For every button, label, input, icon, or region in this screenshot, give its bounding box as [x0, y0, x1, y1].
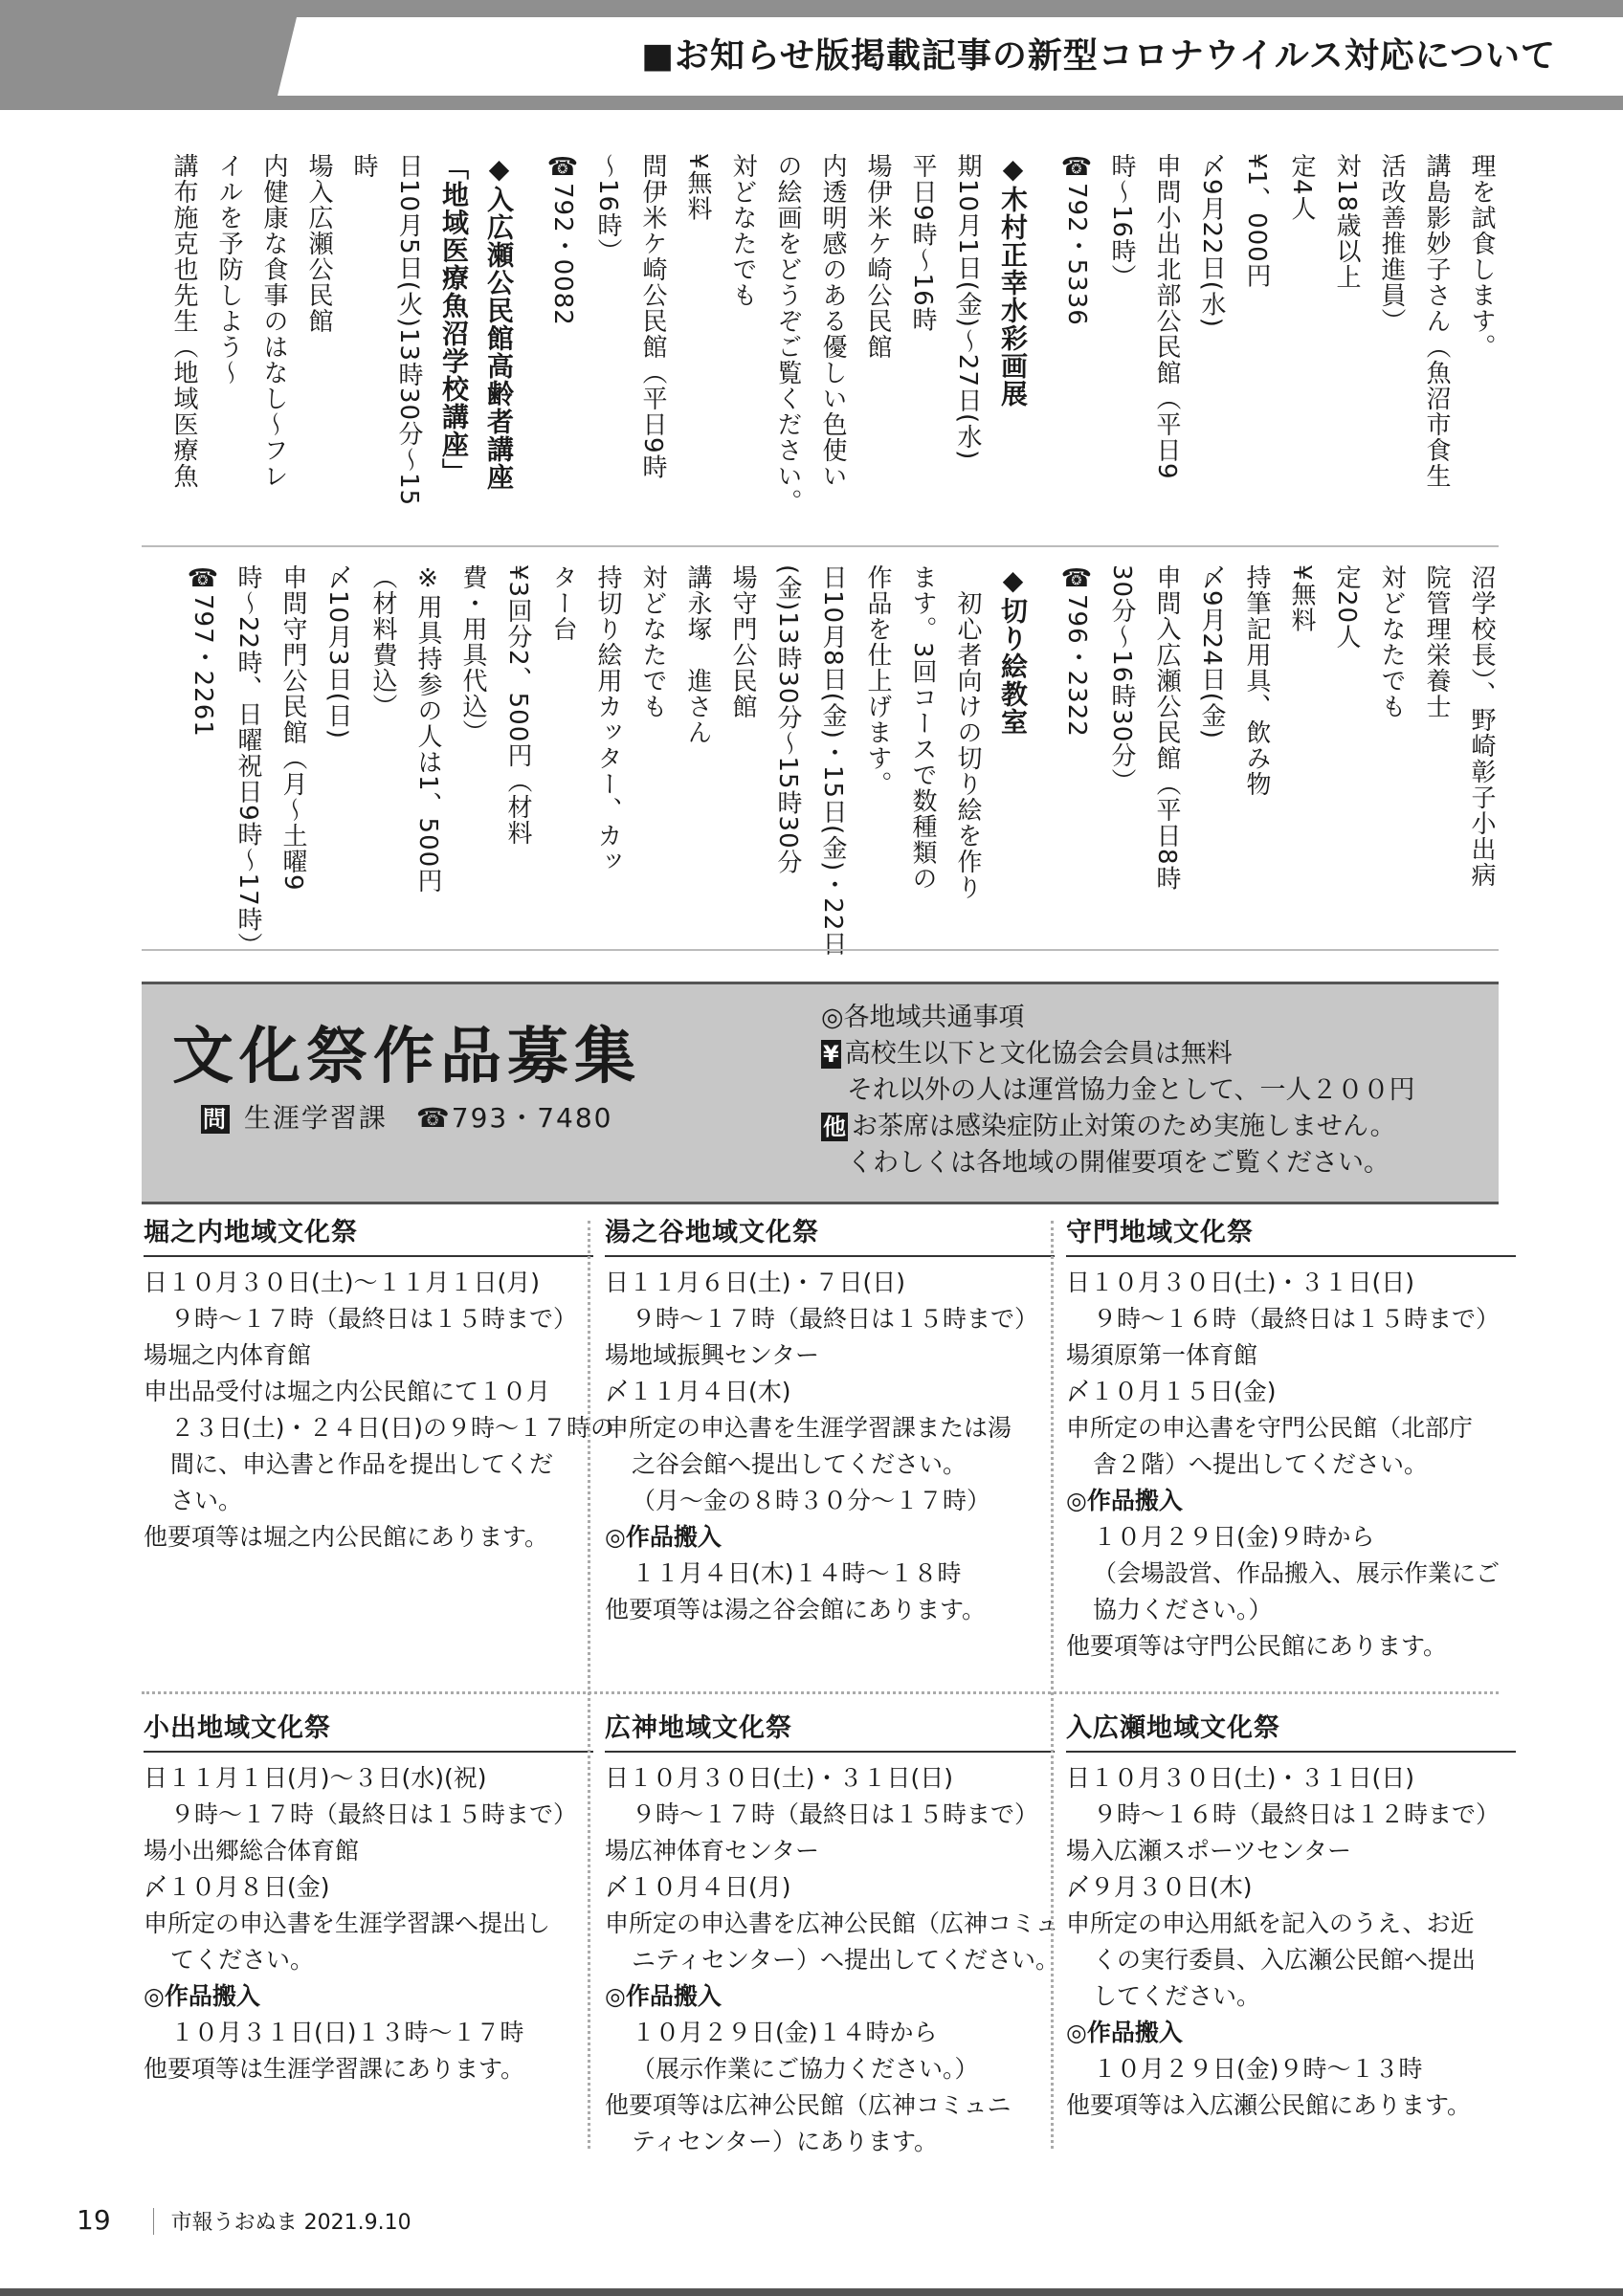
vertical-line: ¥3回分2、500円（材料	[503, 564, 532, 847]
festival-detail-line: 協力ください。）	[1093, 1596, 1273, 1623]
festival-title: 小出地域文化祭	[144, 1711, 593, 1753]
festival-detail-line: 日１０月３０日(土)～１１月１日(月)	[144, 1269, 541, 1296]
column-separator	[1051, 1221, 1054, 2149]
festival-card	[605, 1215, 1055, 1628]
vertical-line: 定20人	[1332, 564, 1361, 651]
vertical-line: 理を試食します。	[1467, 153, 1496, 360]
vertical-line: (金)13時30分～15時30分	[773, 564, 802, 875]
festival-card	[144, 1215, 615, 1556]
vertical-line: ☎792・0082	[548, 153, 577, 326]
footer	[77, 2204, 411, 2236]
festival-detail-line: ９時～１７時（最終日は１５時まで）	[632, 1800, 1039, 1828]
vertical-line: 〆9月24日(金)	[1197, 564, 1226, 740]
vertical-line	[1034, 153, 1053, 526]
vertical-line: 対どなたでも	[1377, 564, 1406, 719]
festival-detail-line: 場広神体育センター	[605, 1837, 820, 1865]
common-note-line	[821, 1072, 1414, 1109]
note-text: ◎各地域共通事項	[821, 1003, 1025, 1032]
vertical-line: ◆切り絵教室	[997, 564, 1029, 736]
vertical-line: 費・用具代込）	[458, 564, 487, 745]
festival-card	[1066, 1215, 1516, 1665]
common-note-line	[821, 1145, 1414, 1181]
festival-title: 守門地域文化祭	[1066, 1215, 1516, 1257]
festival-detail-line: ９時～１７時（最終日は１５時まで）	[170, 1800, 578, 1828]
festival-detail-line: 場小出郷総合体育館	[144, 1837, 360, 1865]
vertical-line: 場伊米ケ崎公民館	[863, 153, 892, 360]
vertical-line: 時～22時、日曜祝日9時～17時）	[233, 564, 262, 959]
vertical-line: 日10月8日(金)・15日(金)・22日	[818, 564, 847, 958]
common-notes	[821, 1000, 1414, 1181]
festival-detail-line: 之谷会館へ提出してください。	[632, 1450, 967, 1478]
festival-detail-line: ２３日(土)・２４日(日)の９時～１７時の	[170, 1414, 615, 1442]
banner-title: 文化祭作品募集	[172, 1022, 641, 1093]
festival-detail-line: １０月２９日(金)１４時から	[632, 2019, 938, 2046]
inquiry-icon: 問	[203, 1106, 228, 1133]
festival-detail-line: ９時～１６時（最終日は１２時まで）	[1093, 1800, 1501, 1828]
festival-detail-line: 申所定の申込書を広神公民館（広神コミュ	[605, 1910, 1059, 1937]
festival-detail-line: 日１１月１日(月)～３日(水)(祝)	[144, 1764, 487, 1792]
vertical-line: 申問守門公民館（月～土曜9	[278, 564, 307, 892]
festival-detail-line: １０月２９日(金)９時から	[1093, 1523, 1375, 1551]
festival-detail-line: 場堀之内体育館	[144, 1341, 312, 1369]
common-note-line	[821, 1109, 1414, 1145]
festival-detail-line: （月～金の８時３０分～１７時）	[632, 1487, 991, 1514]
vertical-line: 作品を仕上げます。	[863, 564, 892, 797]
vertical-line: ☎796・2322	[1062, 564, 1091, 738]
festival-card	[1066, 1711, 1516, 2124]
vertical-line: 定4人	[1287, 153, 1316, 222]
note-tag-icon: ¥	[823, 1041, 839, 1068]
note-text: くわしくは各地域の開催要項をご覧ください。	[821, 1148, 1390, 1178]
festival-detail-line: 他要項等は生涯学習課にあります。	[144, 2055, 525, 2083]
vertical-line: ※用具持参の人は1、500円	[413, 564, 442, 894]
vertical-line: 内透明感のある優しい色使い	[818, 153, 847, 489]
vertical-line: 期10月1日(金)～27日(水)	[953, 153, 982, 461]
vertical-line: ◆木村正幸水彩画展	[997, 153, 1029, 408]
festival-detail-line: ９時～１７時（最終日は１５時まで）	[170, 1305, 578, 1333]
festival-detail-line: てください。	[170, 1946, 315, 1974]
vertical-line: 〆10月3日(日)	[323, 564, 352, 740]
festival-detail-line: ニティセンター）へ提出してください。	[632, 1946, 1060, 1974]
vertical-line: 沼学校長）、野崎彰子小出病	[1467, 564, 1496, 888]
note-text: お茶席は感染症防止対策のため実施しません。	[852, 1112, 1396, 1141]
festival-detail-line: 日１０月３０日(土)・３１日(日)	[1066, 1269, 1415, 1296]
publication-info: 市報うおぬま 2021.9.10	[170, 2211, 411, 2235]
page-title: ■お知らせ版掲載記事の新型コロナウイルス対応について	[640, 36, 1556, 76]
vertical-line: ター台	[548, 564, 577, 642]
festival-detail-line: 他要項等は守門公民館にあります。	[1066, 1632, 1448, 1660]
festival-detail-line: 場入広瀬スポーツセンター	[1066, 1837, 1352, 1865]
festival-detail-line: 場須原第一体育館	[1066, 1341, 1258, 1369]
festival-detail-line: 舎２階）へ提出してください。	[1093, 1450, 1429, 1478]
festival-detail-line: ９時～１６時（最終日は１５時まで）	[1093, 1305, 1501, 1333]
vertical-line: 申問小出北部公民館（平日9	[1152, 153, 1181, 480]
festival-detail-line: 申所定の申込書を生涯学習課または湯	[605, 1414, 1012, 1442]
vertical-line: ☎792・5336	[1062, 153, 1091, 326]
vertical-line: 対18歳以上	[1332, 153, 1361, 291]
festival-detail-line: 他要項等は湯之谷会館にあります。	[605, 1596, 987, 1623]
vertical-line: 講島影妙子さん（魚沼市食生	[1422, 153, 1451, 489]
festival-card	[605, 1711, 1060, 2160]
festival-card	[144, 1711, 593, 2087]
festival-title: 堀之内地域文化祭	[144, 1215, 593, 1257]
festival-detail-line: 申所定の申込書を生涯学習課へ提出し	[144, 1910, 551, 1937]
festival-detail-line: ９時～１７時（最終日は１５時まで）	[632, 1305, 1039, 1333]
festival-detail-line: ティセンター）にあります。	[632, 2128, 939, 2155]
bottom-rule	[0, 2288, 1623, 2296]
vertical-line: ◆入広瀬公民館高齢者講座	[483, 153, 515, 491]
note-text: それ以外の人は運営協力金として、一人２００円	[821, 1075, 1415, 1105]
divider	[142, 949, 1499, 951]
festival-detail-line: 他要項等は入広瀬公民館にあります。	[1066, 2091, 1472, 2119]
festival-detail-line: 間に、申込書と作品を提出してくだ	[170, 1450, 554, 1478]
vertical-line: ます。3回コースで数種類の	[908, 564, 937, 892]
vertical-line: ¥1、000円	[1242, 153, 1271, 289]
vertical-line: ¥無料	[683, 153, 712, 222]
vertical-line: ¥無料	[1287, 564, 1316, 633]
column-separator	[588, 1221, 590, 2149]
banner-contact	[201, 1097, 613, 1136]
common-note-line	[821, 1036, 1414, 1072]
vertical-line: 初心者向けの切り絵を作り	[953, 564, 982, 900]
vertical-line: 「地域医療魚沼学校講座」	[438, 153, 470, 486]
festival-detail-line: 場地域振興センター	[605, 1341, 820, 1369]
festival-detail-line: ◎作品搬入	[605, 1523, 722, 1551]
vertical-line: 〆9月22日(水)	[1197, 153, 1226, 328]
vertical-line: の絵画をどうぞご覧ください。	[773, 153, 802, 515]
festival-detail-line: 日１１月６日(土)・７日(日)	[605, 1269, 906, 1296]
note-tag-icon: 他	[823, 1114, 846, 1140]
note-text: 高校生以下と文化協会会員は無料	[844, 1039, 1233, 1069]
vertical-notices-top	[134, 153, 1502, 526]
festival-detail-line: 申出品受付は堀之内公民館にて１０月	[144, 1378, 551, 1405]
festival-detail-line: ◎作品搬入	[605, 1982, 722, 2010]
festival-detail-line: くの実行委員、入広瀬公民館へ提出	[1093, 1946, 1477, 1974]
vertical-line: 平日9時～16時	[908, 153, 937, 333]
vertical-line: 対どなたでも	[638, 564, 667, 719]
festival-detail-line: １１月４日(木)１４時～１８時	[632, 1559, 962, 1587]
vertical-line: 場入広瀬公民館	[304, 153, 333, 334]
festival-detail-line: 〆９月３０日(木)	[1066, 1873, 1253, 1901]
vertical-line: 院管理栄養士	[1422, 564, 1451, 719]
festival-detail-line: 他要項等は堀之内公民館にあります。	[144, 1523, 549, 1551]
vertical-line: 講永塚 進さん	[683, 564, 712, 745]
vertical-line: （材料費込）	[368, 564, 397, 719]
page-number: 19	[77, 2204, 111, 2236]
vertical-line: 時	[349, 153, 378, 179]
vertical-line	[1034, 564, 1053, 966]
vertical-line: 時～16時）	[1107, 153, 1136, 291]
vertical-line: 申問入広瀬公民館（平日8時	[1152, 564, 1181, 892]
festival-detail-line: （会場設営、作品搬入、展示作業にご	[1093, 1559, 1501, 1587]
vertical-line: 活改善推進員）	[1377, 153, 1406, 334]
vertical-line: ☎797・2261	[189, 564, 217, 738]
vertical-line	[520, 153, 539, 526]
common-note-line	[821, 1000, 1414, 1036]
festival-detail-line: ◎作品搬入	[144, 1982, 260, 2010]
vertical-line: 問伊米ケ崎公民館（平日9時	[638, 153, 667, 480]
row-separator	[142, 1691, 1499, 1694]
vertical-line: 持筆記用具、飲み物	[1242, 564, 1271, 797]
festival-detail-line: ◎作品搬入	[1066, 2019, 1183, 2046]
festival-detail-line: １０月３１日(日)１３時～１７時	[170, 2019, 524, 2046]
vertical-line: 内健康な食事のはなし～フレ	[259, 153, 288, 489]
vertical-line: 30分～16時30分）	[1107, 564, 1136, 795]
festival-detail-line: 申所定の申込書を守門公民館（北部庁	[1066, 1414, 1474, 1442]
festival-detail-line: 〆１１月４日(木)	[605, 1378, 791, 1405]
footer-divider	[153, 2208, 154, 2235]
vertical-line: 日10月5日(火)13時30分～15	[394, 153, 423, 507]
festival-detail-line: 申所定の申込用紙を記入のうえ、お近	[1066, 1910, 1475, 1937]
festival-detail-line: 〆１０月１５日(金)	[1066, 1378, 1277, 1405]
vertical-line: 講布施克也先生（地域医療魚	[169, 153, 198, 489]
festival-detail-line: 日１０月３０日(土)・３１日(日)	[605, 1764, 954, 1792]
culture-festival-banner	[142, 982, 1499, 1204]
festival-title: 広神地域文化祭	[605, 1711, 1055, 1753]
festival-title: 湯之谷地域文化祭	[605, 1215, 1055, 1257]
festival-detail-line: 〆１０月４日(月)	[605, 1873, 791, 1901]
festival-detail-line: ◎作品搬入	[1066, 1487, 1183, 1514]
festival-detail-line: １０月２９日(金)９時～１３時	[1093, 2055, 1423, 2083]
vertical-notices-bottom	[134, 564, 1502, 966]
vertical-line: イルを予防しよう～	[214, 153, 243, 386]
festival-title: 入広瀬地域文化祭	[1066, 1711, 1516, 1753]
banner-contact-text: 生涯学習課 ☎793・7480	[243, 1102, 613, 1134]
festival-detail-line: （展示作業にご協力ください。）	[632, 2055, 979, 2083]
festival-detail-line: 他要項等は広神公民館（広神コミュニ	[605, 2091, 1012, 2119]
festival-detail-line: してください。	[1093, 1982, 1261, 2010]
festival-detail-line: さい。	[170, 1487, 243, 1514]
vertical-line: ～16時）	[593, 153, 622, 265]
festival-detail-line: 日１０月３０日(土)・３１日(日)	[1066, 1764, 1415, 1792]
vertical-line: 持切り絵用カッター、カッ	[593, 564, 622, 874]
vertical-line: 場守門公民館	[728, 564, 757, 719]
divider	[142, 545, 1499, 547]
vertical-line: 対どなたでも	[728, 153, 757, 308]
festival-detail-line: 〆１０月８日(金)	[144, 1873, 330, 1901]
